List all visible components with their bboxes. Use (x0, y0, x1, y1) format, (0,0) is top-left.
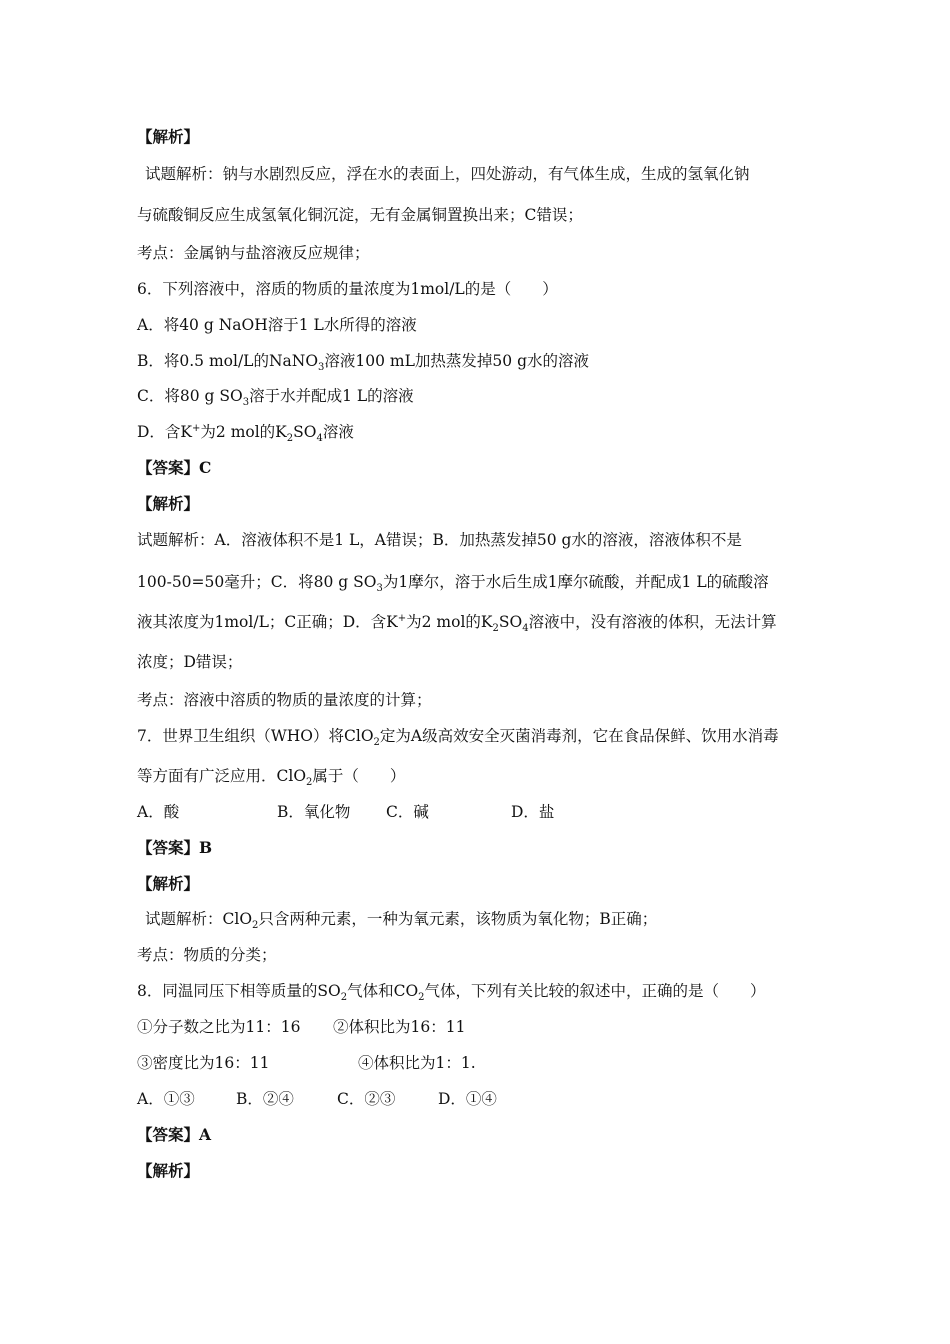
kaodian-text: 考点：金属钠与盐溶液反应规律； (137, 244, 370, 262)
kaodian-text: 考点：物质的分类； (137, 946, 277, 964)
analysis-heading: 【解析】 (137, 127, 200, 146)
question-6-answer: 【答案】C (137, 458, 212, 477)
analysis-text: 试题解析：钠与水剧烈反应，浮在水的表面上，四处游动，有气体生成，生成的氢氧化钠 (145, 165, 750, 183)
statement-4: ④体积比为1：1. (358, 1054, 476, 1072)
question-8-option-d: D．①④ (438, 1090, 497, 1108)
statement-1: ①分子数之比为11：16 (137, 1018, 301, 1036)
question-7-option-b: B．氧化物 (277, 803, 351, 821)
analysis-text: 试题解析：A．溶液体积不是1 L，A错误；B．加热蒸发掉50 g水的溶液，溶液体积不是 (137, 531, 742, 549)
question-8-statements (137, 1017, 465, 1037)
analysis-text: 试题解析：ClO$_2$只含两种元素，一种为氧元素，该物质为氧化物；B正确； (145, 910, 658, 932)
question-6-option-c: C．将80 g $SO_3$溶于水并配成1 L的溶液 (137, 387, 414, 409)
question-8-option-a: A．①③ (137, 1090, 195, 1108)
question-8-option-b: B．②④ (236, 1090, 294, 1108)
question-8-answer: 【答案】A (137, 1125, 212, 1144)
question-7-stem: 等方面有广泛应用．ClO$_2$属于（ ） (137, 767, 406, 789)
question-7-options (137, 802, 554, 822)
question-7-option-c: C．碱 (386, 803, 429, 821)
analysis-text: 浓度；D错误； (137, 653, 243, 671)
analysis-heading: 【解析】 (137, 494, 200, 513)
analysis-text: 100-50=50毫升；C．将80 g $SO_3$为1摩尔，溶于水后生成1摩尔硫酸，并配成1 L的硫酸溶 (137, 573, 769, 595)
question-8-statements (137, 1053, 476, 1073)
statement-3: ③密度比为16：11 (137, 1054, 270, 1072)
analysis-text: 液其浓度为1mol/L；C正确；D．含K+为2 mol的$K_2SO_4$溶液中，没有溶液的体积，无法计算 (137, 612, 777, 635)
question-8-options (137, 1089, 497, 1109)
question-7-option-d: D．盐 (511, 803, 555, 821)
question-6-option-b: B．将0.5 mol/L的NaNO$_3$溶液100 mL加热蒸发掉50 g水的溶液 (137, 352, 589, 374)
question-8-stem: 8．同温同压下相等质量的$SO_2$气体和$CO_2$气体，下列有关比较的叙述中，正确的是（ ） (137, 982, 766, 1004)
question-6-stem: 6．下列溶液中，溶质的物质的量浓度为1mol/L的是（ ） (137, 280, 558, 298)
statement-2: ②体积比为16：11 (333, 1018, 466, 1036)
analysis-heading: 【解析】 (137, 874, 200, 893)
question-7-answer: 【答案】B (137, 838, 213, 857)
question-7-option-a: A．酸 (137, 803, 180, 821)
question-6-option-d: D．含K+为2 mol的$K_2SO_4$溶液 (137, 422, 354, 445)
kaodian-text: 考点：溶液中溶质的物质的量浓度的计算； (137, 691, 432, 709)
analysis-heading: 【解析】 (137, 1161, 200, 1180)
analysis-text: 与硫酸铜反应生成氢氧化铜沉淀，无有金属铜置换出来；C错误； (137, 206, 583, 224)
question-6-option-a: A．将40 g NaOH溶于1 L水所得的溶液 (137, 316, 417, 334)
question-8-option-c: C．②③ (337, 1090, 396, 1108)
question-7-stem: 7．世界卫生组织（WHO）将ClO$_2$定为A级高效安全灭菌消毒剂，它在食品保鲜、饮用水消毒 (137, 727, 779, 749)
